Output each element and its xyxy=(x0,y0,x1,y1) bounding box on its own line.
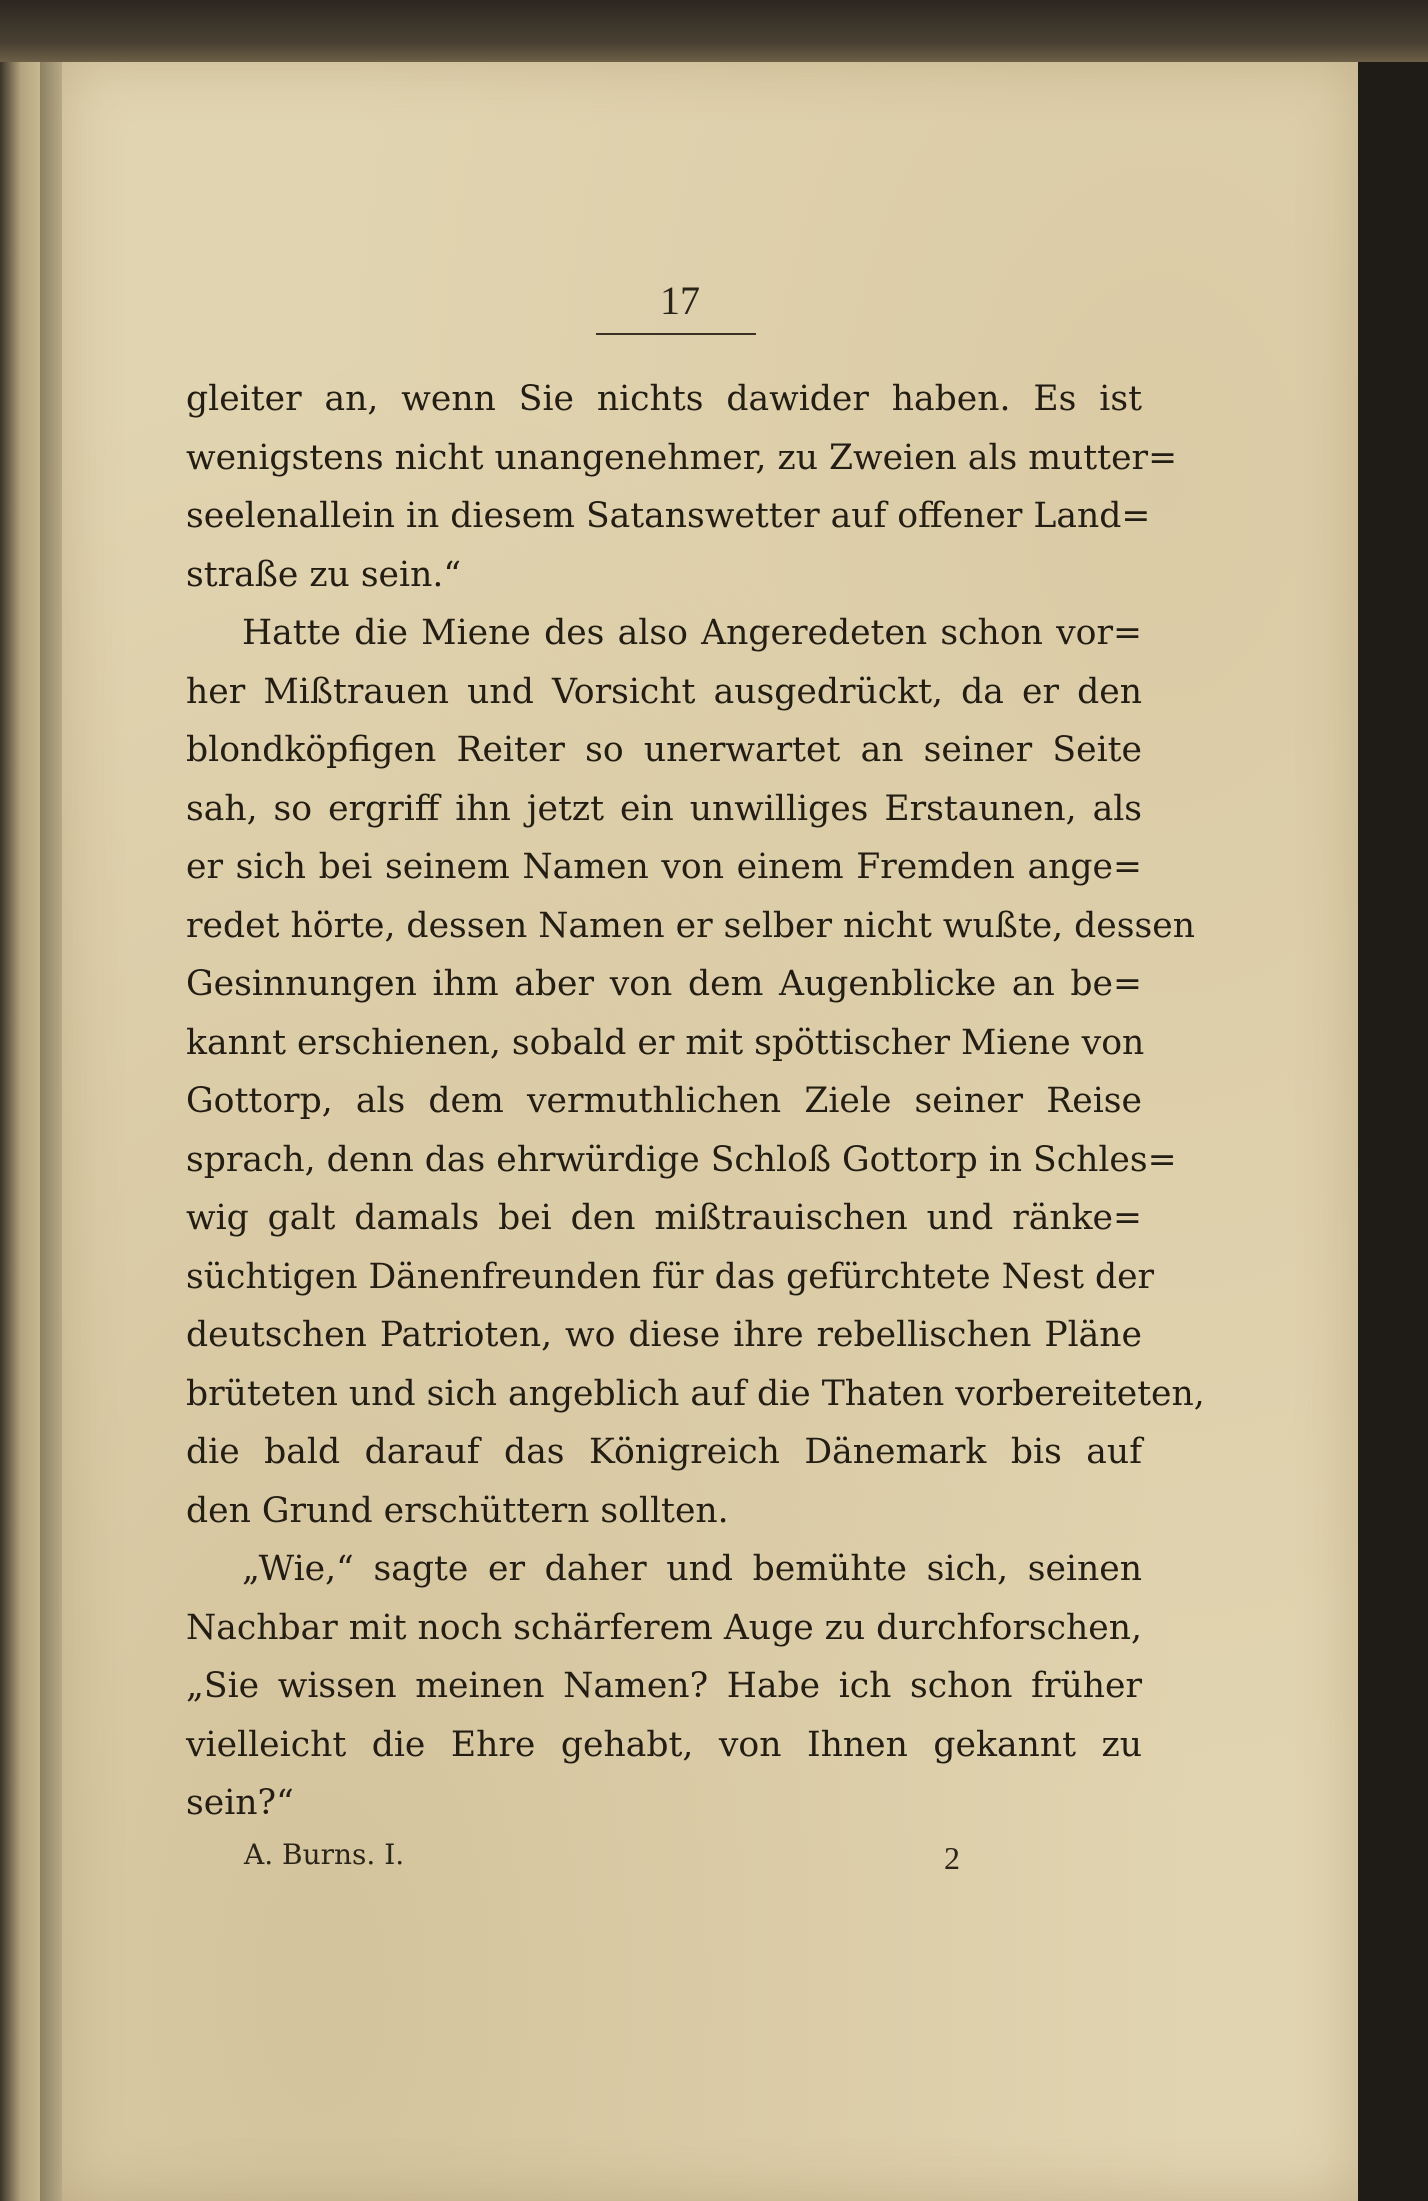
text-line: sah, so ergriff ihn jetzt ein unwilliges Erstaunen, als xyxy=(186,788,1142,829)
page-number-rule xyxy=(596,333,756,335)
text-line: straße zu sein.“ xyxy=(186,554,462,595)
text-line: brüteten und sich angeblich auf die Thaten vorbereiteten, xyxy=(186,1373,1205,1414)
text-line: er sich bei seinem Namen von einem Fremden ange= xyxy=(186,847,1142,887)
text-line: sein?“ xyxy=(186,1783,294,1823)
text-line: her Mißtrauen und Vorsicht ausgedrückt, da er den xyxy=(186,671,1142,712)
text-line: Hatte die Miene des also Angeredeten schon vor= xyxy=(242,613,1142,653)
text-line: die bald darauf das Königreich Dänemark bis auf xyxy=(186,1432,1142,1472)
text-line: redet hörte, dessen Namen er selber nicht wußte, dessen xyxy=(186,905,1195,946)
page-number: 17 xyxy=(660,278,700,323)
text-line: Nachbar mit noch schärferem Auge zu durchforschen, xyxy=(186,1607,1142,1648)
page-footer xyxy=(186,1838,1142,1888)
text-line: Gottorp, als dem vermuthlichen Ziele seiner Reise xyxy=(186,1081,1142,1121)
text-line: Gesinnungen ihm aber von dem Augenblicke an be= xyxy=(186,964,1142,1004)
text-line: deutschen Patrioten, wo diese ihre rebellischen Pläne xyxy=(186,1315,1142,1355)
text-line: süchtigen Dänenfreunden für das gefürchtete Nest der xyxy=(186,1256,1155,1297)
body-text xyxy=(186,370,1205,1833)
book-cover-edge xyxy=(0,0,1428,62)
text-line: sprach, denn das ehrwürdige Schloß Gottorp in Schles= xyxy=(186,1139,1177,1180)
footer-signature: A. Burns. I. xyxy=(244,1838,405,1871)
text-line: gleiter an, wenn Sie nichts dawider haben. Es ist xyxy=(186,379,1142,419)
text-line: wenigstens nicht unangenehmer, zu Zweien als mutter= xyxy=(186,437,1178,478)
text-line: kannt erschienen, sobald er mit spöttischer Miene von xyxy=(186,1022,1145,1063)
footer-sheet-number: 2 xyxy=(944,1840,960,1876)
text-line: seelenallein in diesem Satanswetter auf offener Land= xyxy=(186,496,1151,536)
text-line: „Wie,“ sagte er daher und bemühte sich, seinen xyxy=(242,1549,1142,1589)
text-line: vielleicht die Ehre gehabt, von Ihnen gekannt zu xyxy=(186,1724,1142,1765)
text-line: wig galt damals bei den mißtrauischen und ränke= xyxy=(186,1198,1142,1238)
text-line: den Grund erschüttern sollten. xyxy=(186,1490,729,1531)
text-line: „Sie wissen meinen Namen? Habe ich schon früher xyxy=(186,1666,1142,1706)
text-line: blondköpfigen Reiter so unerwartet an seiner Seite xyxy=(186,730,1142,770)
